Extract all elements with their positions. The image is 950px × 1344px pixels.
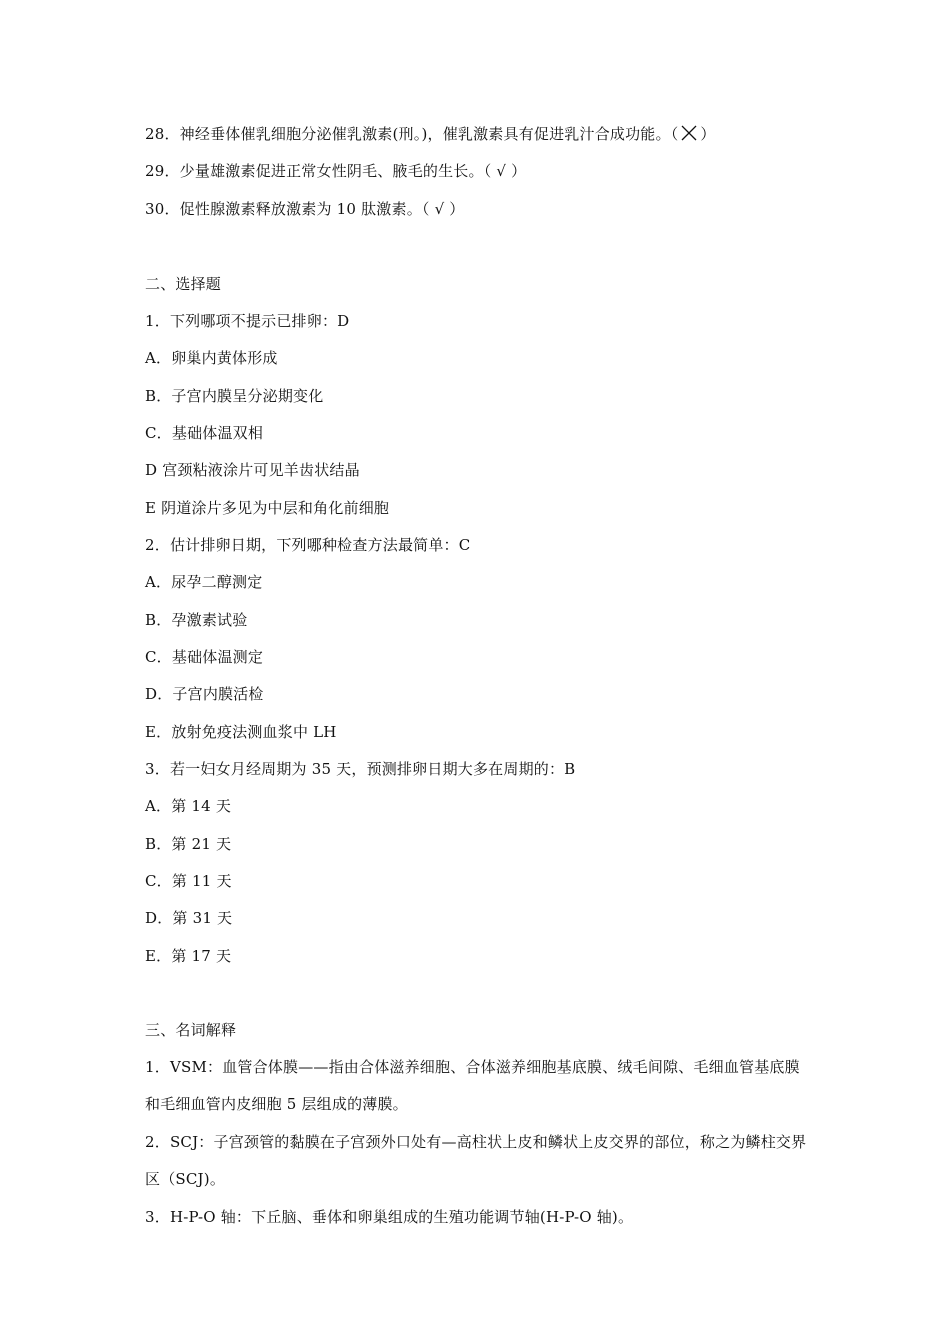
choice-q2-stem: 2．估计排卵日期，下列哪种检查方法最简单：C [145,536,471,554]
cross-mark-icon [680,124,698,142]
choice-q1-stem: 1．下列哪项不提示已排卵：D [145,312,350,330]
choice-q1-option: A．卵巢内黄体形成 [145,349,278,367]
choice-q2-option: B．孕激素试验 [145,611,248,629]
choice-q2-option: A．尿孕二醇测定 [145,573,263,591]
choice-q3-option: C．第 11 天 [145,872,232,890]
choice-q1-option: E 阴道涂片多见为中层和角化前细胞 [145,499,390,517]
choice-q3-option: E．第 17 天 [145,947,232,965]
choice-q1-option: C．基础体温双相 [145,424,264,442]
term-hpo-axis: 3．H-P-O 轴：下丘脑、垂体和卵巢组成的生殖功能调节轴(H-P-O 轴)。 [145,1208,634,1226]
section-heading-terms: 三、名词解释 [145,1021,237,1039]
judgement-q29: 29．少量雄激素促进正常女性阴毛、腋毛的生长。（ √ ） [145,162,527,180]
judgement-q30: 30．促性腺激素释放激素为 10 肽激素。（ √ ） [145,200,465,218]
judgement-q28 [145,124,716,144]
choice-q3-option: B．第 21 天 [145,835,232,853]
choice-q2-option: D．子宫内膜活检 [145,685,264,703]
choice-q2-option: C．基础体温测定 [145,648,264,666]
choice-q2-option: E．放射免疫法测血浆中 LH [145,723,337,741]
judgement-q28-end: ） [700,125,716,143]
judgement-q28-text: 28．神经垂体催乳细胞分泌催乳激素(刑。)，催乳激素具有促进乳汁合成功能。（ [145,125,679,143]
choice-q3-option: A．第 14 天 [145,797,232,815]
choice-q3-stem: 3．若一妇女月经周期为 35 天，预测排卵日期大多在周期的：B [145,760,576,778]
choice-q3-option: D．第 31 天 [145,909,233,927]
term-scj: 2．SCJ：子宫颈管的黏膜在子宫颈外口处有—高柱状上皮和鳞状上皮交界的部位，称之为鳞柱交界区（SCJ)。 [145,1133,807,1188]
term-vsm: 1．VSM：血管合体膜——指由合体滋养细胞、合体滋养细胞基底膜、绒毛间隙、毛细血管基底膜和毛细血管内皮细胞 5 层组成的薄膜。 [145,1058,800,1113]
section-heading-choice: 二、选择题 [145,275,222,293]
choice-q1-option: B．子宫内膜呈分泌期变化 [145,387,324,405]
choice-q1-option: D 宫颈粘液涂片可见羊齿状结晶 [145,461,360,479]
